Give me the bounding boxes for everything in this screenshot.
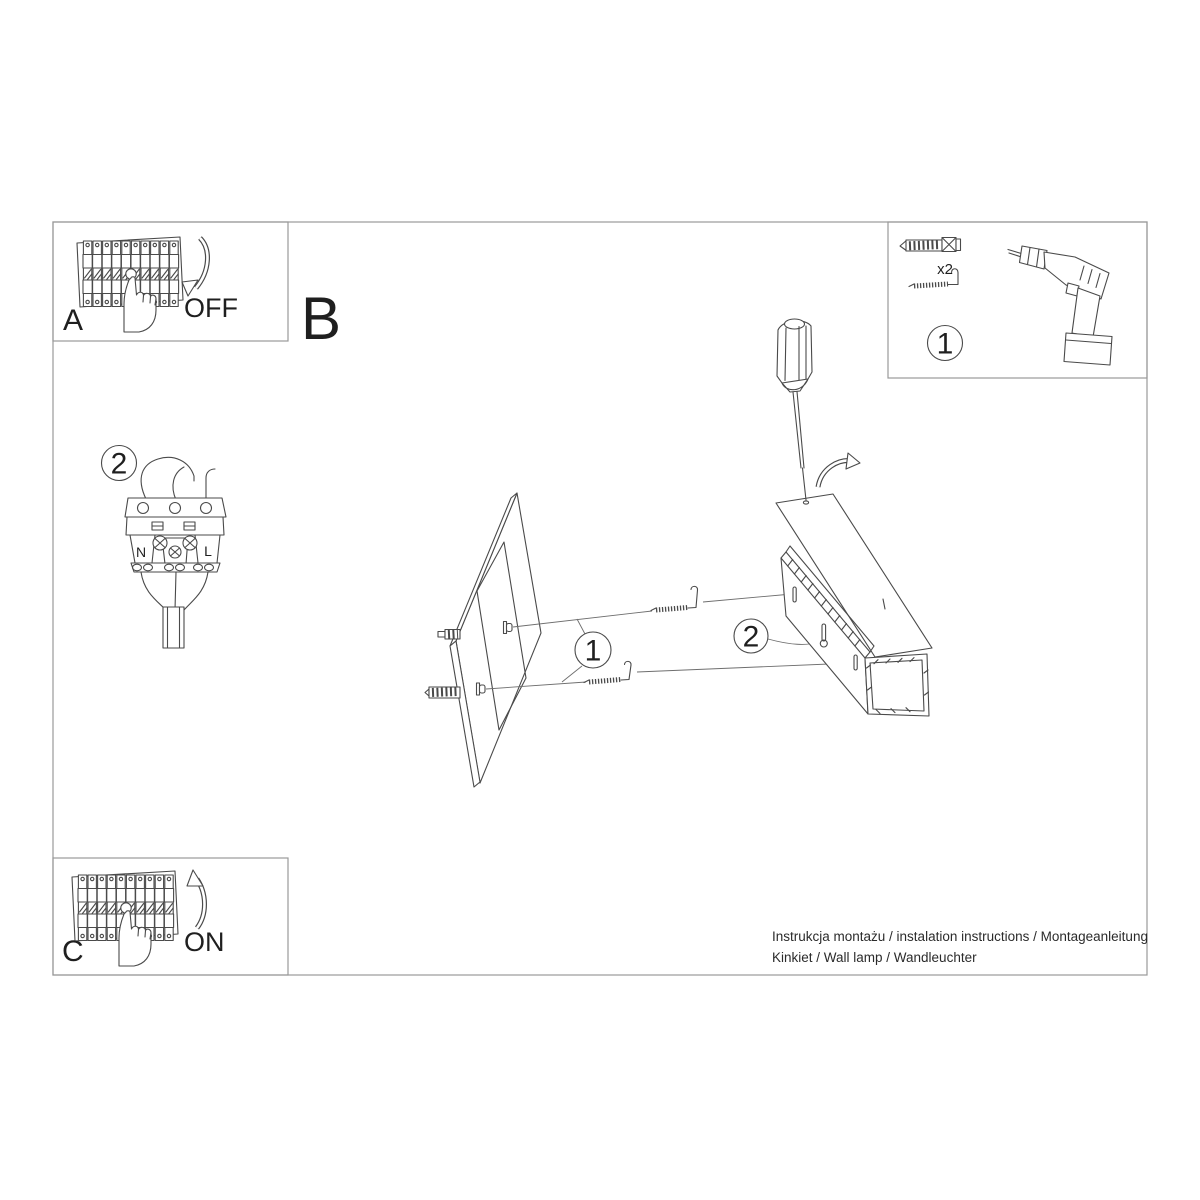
on-label: ON [184, 927, 225, 957]
neutral-terminal-label: N [135, 544, 147, 560]
lower-mounting-screw [477, 683, 486, 695]
wall-plug-icon [900, 238, 961, 252]
arrow-up-icon [187, 870, 205, 928]
rotation-arrow-icon [818, 453, 860, 487]
upper-wall-plug-icon [438, 630, 460, 640]
anchor-quantity-label: x2 [937, 261, 953, 278]
arrow-down-icon [182, 238, 207, 296]
upper-hook-screw-icon [651, 586, 698, 610]
lower-wall-plug-icon [425, 687, 460, 698]
live-terminal-label: L [204, 543, 212, 559]
terminal-block-illustration [125, 457, 226, 648]
footer [772, 929, 1148, 965]
svg-text:1: 1 [584, 634, 602, 668]
wall-panel [450, 493, 541, 787]
off-label: OFF [184, 293, 238, 323]
parts-list [900, 238, 1112, 366]
panel-a [63, 237, 238, 337]
assembly-step-1-badge [562, 619, 611, 682]
wiring-diagram [102, 446, 227, 649]
step-1-badge [928, 326, 963, 361]
outer-frame [53, 222, 1147, 975]
assembly-diagram [425, 319, 932, 787]
panel-c-label: C [62, 935, 84, 968]
section-b-label: B [301, 285, 342, 352]
svg-text:2: 2 [742, 620, 760, 654]
svg-text:2: 2 [110, 447, 128, 481]
footer-line-1: Instrukcja montażu / instalation instructions / Montageanleitung [772, 929, 1148, 944]
footer-line-2: Kinkiet / Wall lamp / Wandleuchter [772, 950, 977, 965]
screwdriver-icon [777, 319, 812, 500]
step-2-badge [102, 446, 137, 481]
panel-a-label: A [63, 304, 84, 337]
panel-c [62, 870, 225, 968]
upper-alignment-line-2 [703, 594, 792, 602]
drill-icon [1008, 246, 1112, 365]
svg-text:1: 1 [936, 327, 954, 361]
upper-mounting-screw [504, 622, 513, 634]
lower-alignment-line-2 [637, 663, 853, 672]
